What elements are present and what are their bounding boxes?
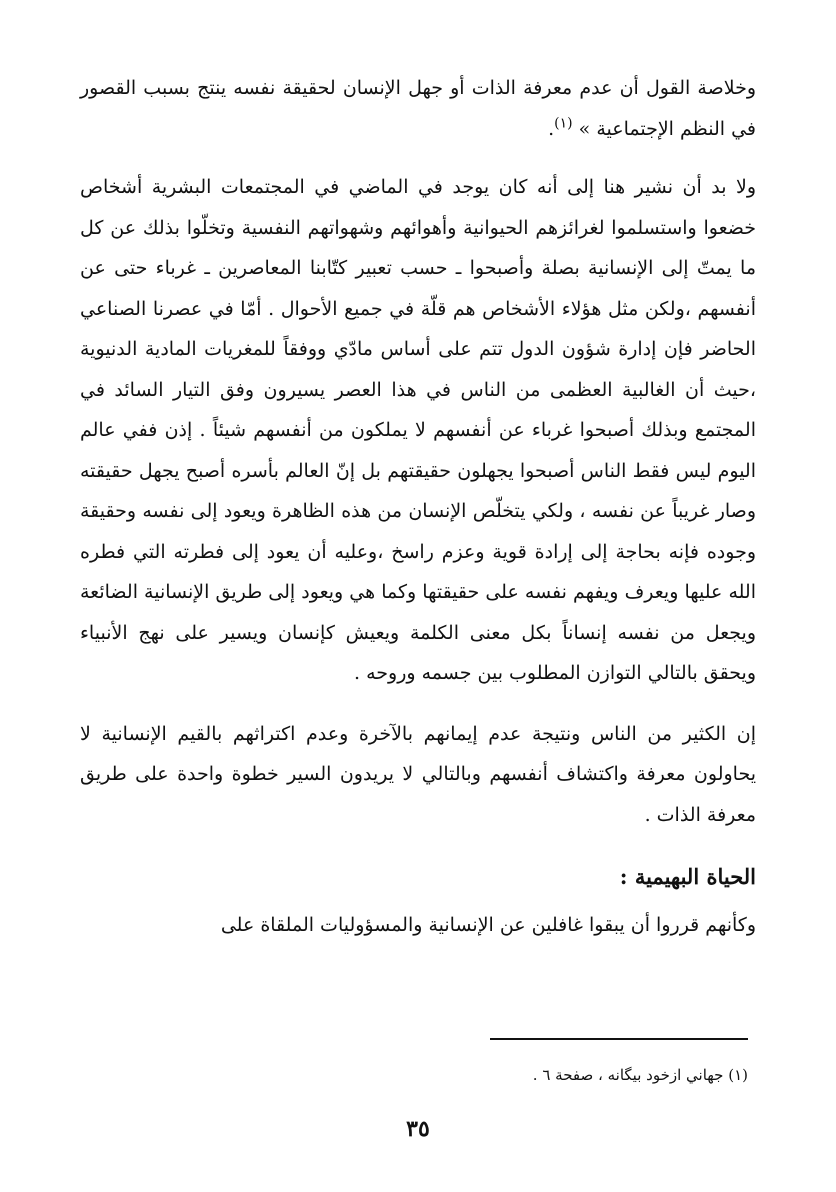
- page-number: ٣٥: [406, 1116, 430, 1142]
- paragraph-conclusion-tail: .: [548, 117, 555, 140]
- footnote-text: (١) جهاني ازخود بيگانه ، صفحة ٦ .: [532, 1066, 748, 1084]
- footnote-divider: [490, 1038, 748, 1040]
- paragraph-modern-alienation: ولا بد أن نشير هنا إلى أنه كان يوجد في الماضي في المجتمعات البشرية أشخاص خضعوا واستسلموا لغرائزهم الحيوانية وأهوائهم وشهواتهم النفسية وتخلّوا بذلك عن كل ما يمتّ إلى الإنسانية بصلة وأصبحوا ـ حسب تعبير كتّابنا المعاصرين ـ غرباء حتى عن أنفسهم ،ولكن مثل هؤلاء الأشخاص هم قلّة في جميع الأحوال . أمّا في عصرنا الصناعي الحاضر فإن إدارة شؤون الدول تتم على أساس مادّي ووفقاً للمغريات المادية الدنيوية ،حيث أن الغالبية العظمى من الناس في هذا العصر يسيرون وفق التيار السائد في المجتمع وبذلك أصبحوا غرباء عن أنفسهم لا يملكون من أنفسهم شيئاً . إذن ففي عالم اليوم ليس فقط الناس أصبحوا يجهلون حقيقتهم بل إنّ العالم بأسره أصبح يجهل حقيقته وصار غريباً عن نفسه ، ولكي يتخلّص الإنسان من هذه الظاهرة ويعود إلى نفسه وحقيقة وجوده فإنه بحاجة إلى إرادة قوية وعزم راسخ ،وعليه أن يعود إلى فطرته التي فطره الله عليها ويعرف ويفهم نفسه على حقيقتها وكما هي ويعود إلى طريق الإنسانية الضائعة ويجعل من نفسه إنساناً بكل معنى الكلمة ويعيش كإنسان ويسير على نهج الأنبياء ويحقق بالتالي التوازن المطلوب بين جسمه وروحه .: [80, 176, 756, 684]
- paragraph-conclusion: [80, 68, 756, 149]
- paragraph-self-knowledge: إن الكثير من الناس ونتيجة عدم إيمانهم بالآخرة وعدم اكتراثهم بالقيم الإنسانية لا يحاولون معرفة واكتشاف أنفسهم وبالتالي لا يريدون السير خطوة واحدة على طريق معرفة الذات .: [80, 722, 756, 826]
- body-text: [80, 68, 756, 946]
- section-heading: الحياة البهيمية :: [619, 864, 756, 889]
- paragraph-closing: وكأنهم قرروا أن يبقوا غافلين عن الإنسانية والمسؤوليات الملقاة على: [220, 914, 756, 936]
- footnote-reference: (١): [554, 115, 573, 132]
- paragraph-conclusion-text: وخلاصة القول أن عدم معرفة الذات أو جهل الإنسان لحقيقة نفسه ينتج بسبب القصور في النظم الإجتماعية »: [80, 77, 756, 140]
